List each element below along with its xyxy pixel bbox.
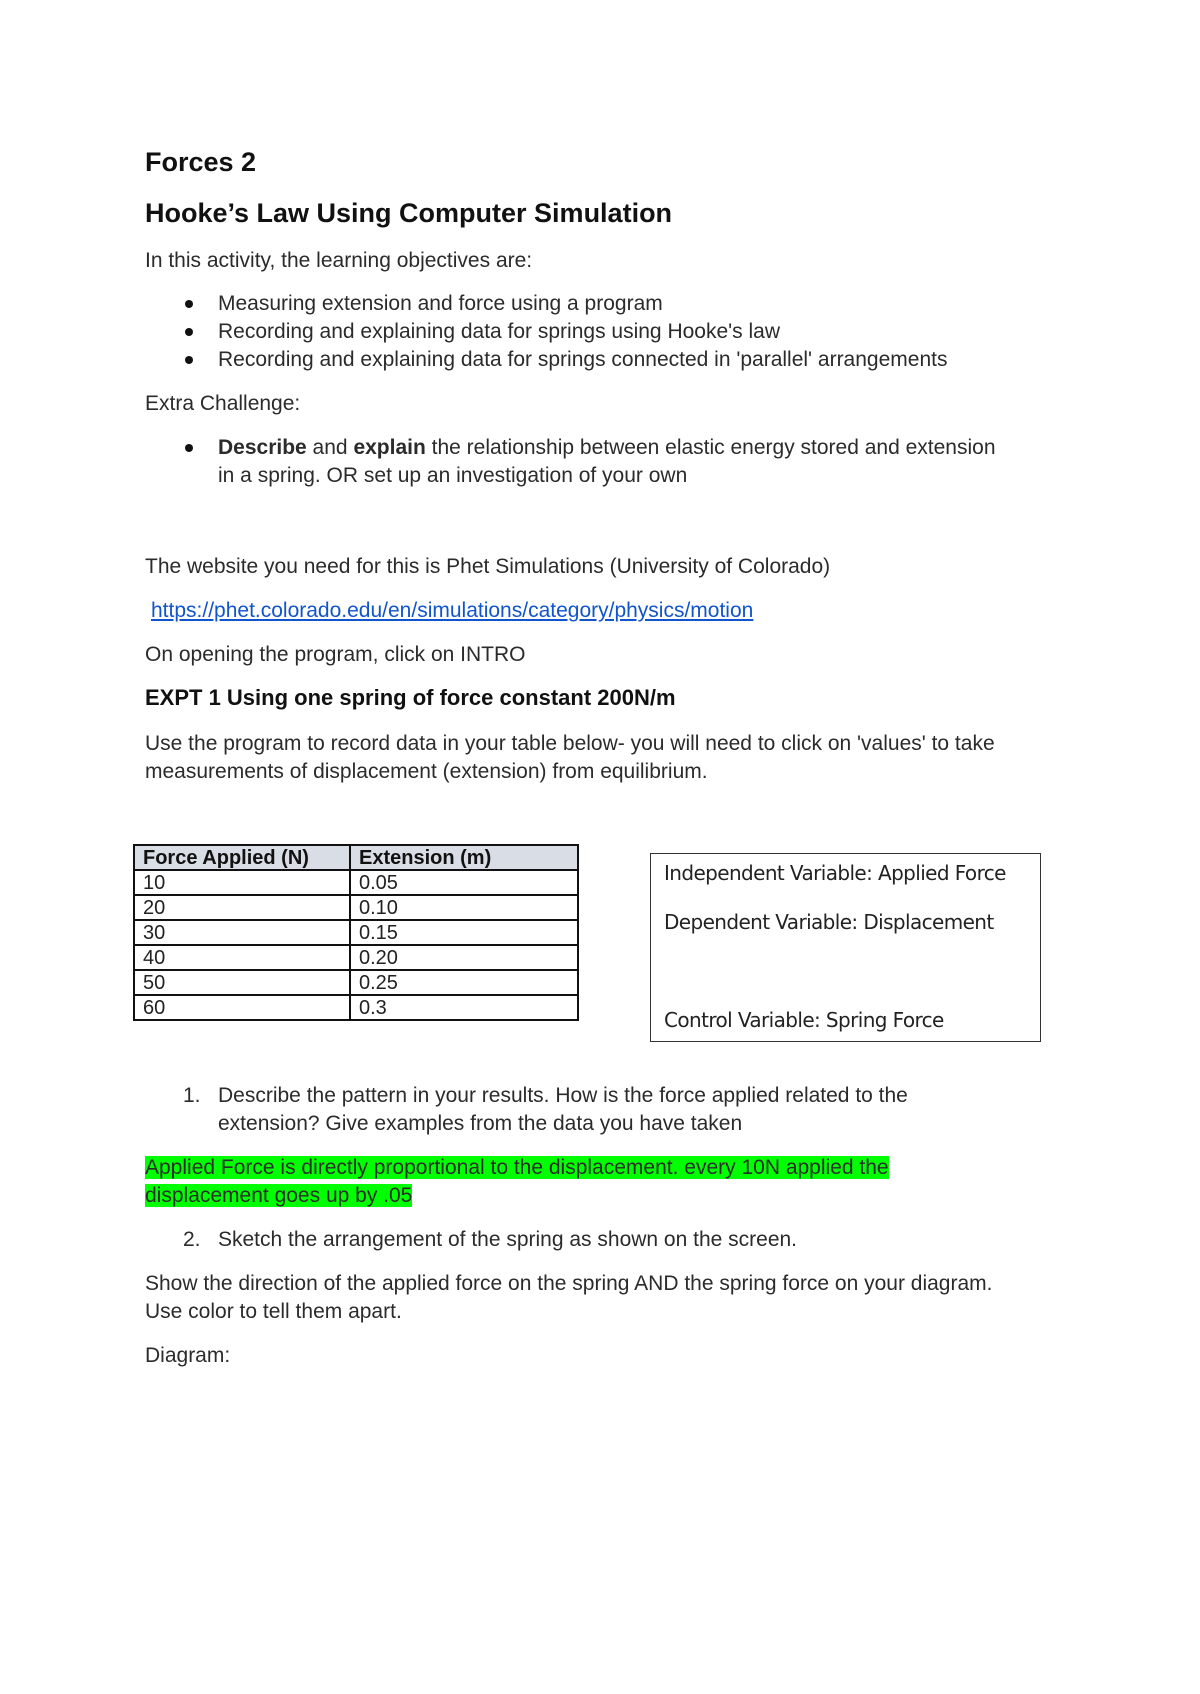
extra-challenge-heading: Extra Challenge: bbox=[145, 392, 301, 415]
answer-1-line1 bbox=[145, 1154, 889, 1182]
table-cell: 40 bbox=[134, 945, 350, 970]
show-direction-line1: Show the direction of the applied force on the spring AND the spring force on your diagram. bbox=[145, 1272, 993, 1295]
table-cell: 50 bbox=[134, 970, 350, 995]
answer-1-highlight: Applied Force is directly proportional to the displacement. every 10N applied the bbox=[145, 1156, 889, 1179]
objectives-intro: In this activity, the learning objectives are: bbox=[145, 249, 533, 272]
table-row bbox=[134, 920, 578, 945]
page-title: Forces 2 bbox=[145, 147, 257, 177]
page-subtitle: Hooke’s Law Using Computer Simulation bbox=[145, 198, 673, 228]
answer-1-highlight: displacement goes up by .05 bbox=[145, 1184, 413, 1207]
table-header-force: Force Applied (N) bbox=[134, 845, 350, 870]
table-row bbox=[134, 895, 578, 920]
website-text: The website you need for this is Phet Simulations (University of Colorado) bbox=[145, 555, 831, 578]
describe-word: Describe bbox=[218, 436, 307, 459]
data-table bbox=[133, 844, 579, 1021]
objective-item: Recording and explaining data for springs using Hooke's law bbox=[218, 320, 781, 343]
challenge-text: the relationship between elastic energy stored and extension bbox=[425, 436, 996, 459]
table-cell: 0.05 bbox=[350, 870, 578, 895]
table-cell: 0.10 bbox=[350, 895, 578, 920]
diagram-label: Diagram: bbox=[145, 1344, 231, 1367]
table-cell: 0.25 bbox=[350, 970, 578, 995]
expt-instructions-line1: Use the program to record data in your table below- you will need to click on 'values' to take bbox=[145, 732, 995, 755]
variables-box bbox=[650, 853, 1041, 1042]
table-header-extension: Extension (m) bbox=[350, 845, 578, 870]
extra-challenge-item bbox=[218, 434, 996, 462]
control-variable: Control Variable: Spring Force bbox=[664, 1008, 944, 1032]
table-header-row bbox=[134, 845, 578, 870]
table-cell: 60 bbox=[134, 995, 350, 1020]
bullet-icon bbox=[185, 356, 193, 364]
dependent-variable: Dependent Variable: Displacement bbox=[664, 910, 994, 934]
bullet-icon bbox=[185, 444, 193, 452]
question-2-text: Sketch the arrangement of the spring as shown on the screen. bbox=[218, 1228, 798, 1251]
table-cell: 10 bbox=[134, 870, 350, 895]
and-word: and bbox=[306, 436, 354, 459]
expt-instructions-line2: measurements of displacement (extension) from equilibrium. bbox=[145, 760, 708, 783]
table-row bbox=[134, 870, 578, 895]
objective-item: Measuring extension and force using a program bbox=[218, 292, 663, 315]
table-cell: 30 bbox=[134, 920, 350, 945]
extra-challenge-line2: in a spring. OR set up an investigation of your own bbox=[218, 464, 688, 487]
show-direction-line2: Use color to tell them apart. bbox=[145, 1300, 402, 1323]
question-2-number: 2. bbox=[183, 1228, 201, 1251]
independent-variable: Independent Variable: Applied Force bbox=[664, 861, 1006, 885]
objective-item: Recording and explaining data for springs connected in 'parallel' arrangements bbox=[218, 348, 948, 371]
question-1-line2: extension? Give examples from the data you have taken bbox=[218, 1112, 743, 1135]
question-1-line1: Describe the pattern in your results. How is the force applied related to the bbox=[218, 1084, 908, 1107]
expt-heading: EXPT 1 Using one spring of force constant 200N/m bbox=[145, 685, 676, 710]
website-link[interactable]: https://phet.colorado.edu/en/simulations/category/physics/motion bbox=[151, 599, 754, 622]
table-row bbox=[134, 945, 578, 970]
table-row bbox=[134, 970, 578, 995]
table-cell: 0.20 bbox=[350, 945, 578, 970]
answer-1-line2 bbox=[145, 1182, 412, 1210]
explain-word: explain bbox=[353, 436, 426, 459]
table-cell: 0.3 bbox=[350, 995, 578, 1020]
bullet-icon bbox=[185, 300, 193, 308]
table-cell: 0.15 bbox=[350, 920, 578, 945]
table-cell: 20 bbox=[134, 895, 350, 920]
question-1-number: 1. bbox=[183, 1084, 201, 1107]
opening-text: On opening the program, click on INTRO bbox=[145, 643, 526, 666]
bullet-icon bbox=[185, 328, 193, 336]
table-row bbox=[134, 995, 578, 1020]
